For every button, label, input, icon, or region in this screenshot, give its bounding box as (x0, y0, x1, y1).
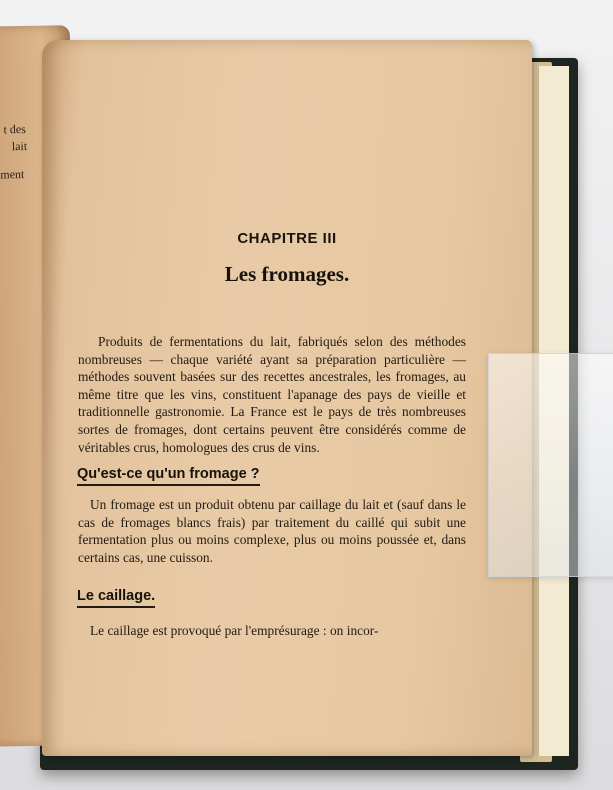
caillage-paragraph: Le caillage est provoqué par l'emprésurage : on incor- (90, 623, 379, 638)
left-page-fragment: lait (11, 138, 28, 154)
chapter-label: CHAPITRE III (237, 230, 337, 247)
book-page (42, 40, 532, 756)
chapter-title: Les fromages. (224, 262, 350, 286)
section-heading-caillage: Le caillage. (77, 588, 155, 608)
section-heading-question: Qu'est-ce qu'un fromage ? (77, 466, 260, 486)
intro-paragraph: Produits de fermentations du lait, fabriqués selon des méthodes nombreuses — chaque variété ayant sa préparation particulière — méthodes souvent basées sur des recettes ancestrales, les fromages, au même titre que les vins, constituent l'apanage des pays de vieille et traditionnelle gastronomie. La France est le pays de très nombreuses sortes de fromages, dont certains peuvent être considérés comme de véritables crus, homologues des crus de vins. (78, 334, 466, 455)
left-page-fragment: t des (3, 121, 26, 137)
left-page-fragment: ment (0, 167, 25, 182)
definition-paragraph: Un fromage est un produit obtenu par caillage du lait et (sauf dans le cas de fromages blancs frais) par traitement du caillé qui subit une fermentation plus ou moins complexe, plus ou moins poussée et, dans certains cas, une cuisson. (78, 497, 466, 565)
transparent-bookmark (488, 353, 613, 577)
